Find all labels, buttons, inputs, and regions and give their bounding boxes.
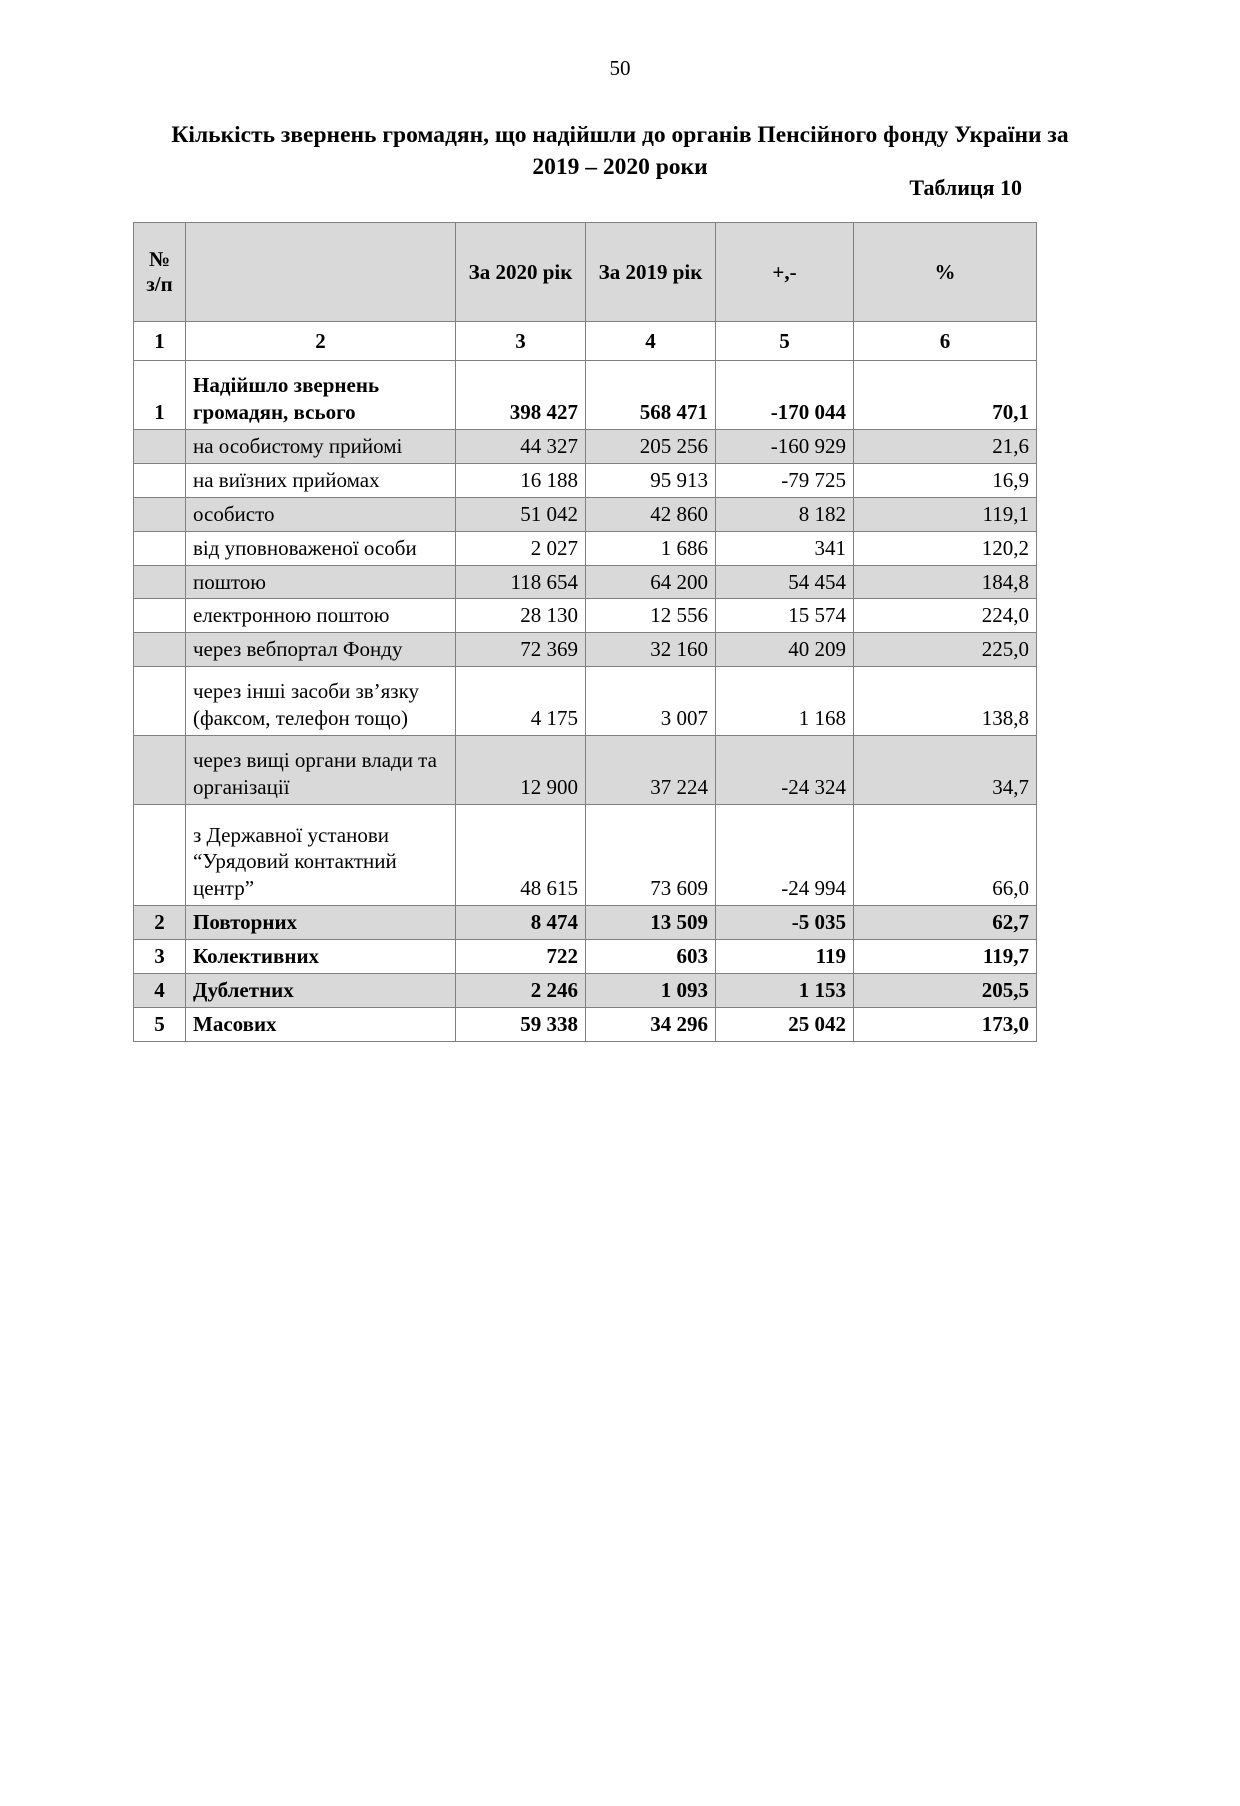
table-row xyxy=(134,565,1037,599)
row-label-cell: Колективних xyxy=(186,940,456,974)
row-index-cell xyxy=(134,599,186,633)
row-value-percent: 138,8 xyxy=(854,667,1037,736)
row-label-cell xyxy=(186,805,456,906)
table-row xyxy=(134,531,1037,565)
row-value-difference: 40 209 xyxy=(716,633,854,667)
row-value-difference: 1 168 xyxy=(716,667,854,736)
row-value-2020: 16 188 xyxy=(456,463,586,497)
table-row xyxy=(134,1007,1037,1041)
row-value-difference: -24 994 xyxy=(716,805,854,906)
column-number-6: 6 xyxy=(854,322,1037,361)
table-caption: Таблиця 10 xyxy=(909,175,1022,200)
row-value-percent: 66,0 xyxy=(854,805,1037,906)
row-index-cell xyxy=(134,633,186,667)
header-cell-year-2019: За 2019 рік xyxy=(586,223,716,322)
header-cell-difference: +,- xyxy=(716,223,854,322)
row-value-2019: 1 093 xyxy=(586,973,716,1007)
row-value-difference: 1 153 xyxy=(716,973,854,1007)
row-value-2020: 44 327 xyxy=(456,430,586,464)
row-label-cell: електронною поштою xyxy=(186,599,456,633)
row-value-difference: -5 035 xyxy=(716,906,854,940)
row-value-2019: 34 296 xyxy=(586,1007,716,1041)
row-value-2019: 1 686 xyxy=(586,531,716,565)
page-number: 50 xyxy=(609,56,631,80)
page-title-line-2: 2019 – 2020 роки xyxy=(532,153,708,180)
page-title-line-1: Кількість звернень громадян, що надійшли до органів Пенсійного фонду України за xyxy=(171,122,1069,148)
row-label-cell: через вебпортал Фонду xyxy=(186,633,456,667)
row-label-cell: на виїзних прийомах xyxy=(186,463,456,497)
header-index-line-2: з/п xyxy=(146,272,173,296)
header-cell-label xyxy=(186,223,456,322)
row-value-2020: 59 338 xyxy=(456,1007,586,1041)
row-value-2020: 118 654 xyxy=(456,565,586,599)
row-value-percent: 34,7 xyxy=(854,736,1037,805)
row-value-2019: 3 007 xyxy=(586,667,716,736)
row-index-cell xyxy=(134,736,186,805)
row-value-2020: 398 427 xyxy=(456,361,586,430)
row-value-difference: 119 xyxy=(716,940,854,974)
row-value-percent: 119,7 xyxy=(854,940,1037,974)
row-value-difference: -79 725 xyxy=(716,463,854,497)
row-index-cell xyxy=(134,531,186,565)
row-value-2020: 72 369 xyxy=(456,633,586,667)
table-header-row xyxy=(134,223,1037,322)
row-value-2019: 42 860 xyxy=(586,497,716,531)
column-number-1: 1 xyxy=(134,322,186,361)
header-cell-year-2020: За 2020 рік xyxy=(456,223,586,322)
row-value-percent: 225,0 xyxy=(854,633,1037,667)
row-value-difference: 341 xyxy=(716,531,854,565)
appeals-statistics-table xyxy=(133,222,1037,1042)
row-value-2020: 2 027 xyxy=(456,531,586,565)
row-value-2020: 2 246 xyxy=(456,973,586,1007)
row-value-percent: 184,8 xyxy=(854,565,1037,599)
row-value-2019: 205 256 xyxy=(586,430,716,464)
row-index-cell xyxy=(134,497,186,531)
row-value-2020: 8 474 xyxy=(456,906,586,940)
table-row xyxy=(134,430,1037,464)
row-value-difference: -24 324 xyxy=(716,736,854,805)
row-value-2019: 95 913 xyxy=(586,463,716,497)
row-index-cell: 4 xyxy=(134,973,186,1007)
row-label-cell xyxy=(186,736,456,805)
row-value-2020: 48 615 xyxy=(456,805,586,906)
row-label-cell: на особистому прийомі xyxy=(186,430,456,464)
row-value-difference: 15 574 xyxy=(716,599,854,633)
row-label-line-3: центр” xyxy=(193,876,255,901)
row-index-cell xyxy=(134,430,186,464)
table-row xyxy=(134,973,1037,1007)
row-value-2020: 51 042 xyxy=(456,497,586,531)
row-value-percent: 173,0 xyxy=(854,1007,1037,1041)
row-value-percent: 21,6 xyxy=(854,430,1037,464)
row-label-cell xyxy=(186,667,456,736)
row-value-2019: 13 509 xyxy=(586,906,716,940)
row-label-cell: Масових xyxy=(186,1007,456,1041)
row-index-cell: 3 xyxy=(134,940,186,974)
row-label-cell: особисто xyxy=(186,497,456,531)
row-index-cell xyxy=(134,565,186,599)
row-label-line-2: “Урядовий контактний xyxy=(193,849,397,874)
row-value-percent: 62,7 xyxy=(854,906,1037,940)
table-row xyxy=(134,463,1037,497)
row-label-line-2: організації xyxy=(193,775,290,800)
table-row xyxy=(134,599,1037,633)
table-row xyxy=(134,667,1037,736)
row-value-2020: 4 175 xyxy=(456,667,586,736)
table-row xyxy=(134,361,1037,430)
row-label-cell xyxy=(186,361,456,430)
column-number-2: 2 xyxy=(186,322,456,361)
row-value-2019: 568 471 xyxy=(586,361,716,430)
row-value-2019: 64 200 xyxy=(586,565,716,599)
header-index-line-1: № xyxy=(148,246,171,271)
row-label-cell: Повторних xyxy=(186,906,456,940)
column-number-4: 4 xyxy=(586,322,716,361)
row-index-cell xyxy=(134,667,186,736)
row-index-cell xyxy=(134,805,186,906)
row-value-percent: 16,9 xyxy=(854,463,1037,497)
row-value-percent: 119,1 xyxy=(854,497,1037,531)
table-row xyxy=(134,633,1037,667)
row-value-difference: -170 044 xyxy=(716,361,854,430)
row-index-cell: 5 xyxy=(134,1007,186,1041)
row-label-line-2: громадян, всього xyxy=(193,400,356,425)
row-value-percent: 70,1 xyxy=(854,361,1037,430)
row-value-2019: 12 556 xyxy=(586,599,716,633)
row-value-difference: 54 454 xyxy=(716,565,854,599)
row-index-cell: 2 xyxy=(134,906,186,940)
row-label-cell: Дублетних xyxy=(186,973,456,1007)
column-number-5: 5 xyxy=(716,322,854,361)
header-cell-percent: % xyxy=(854,223,1037,322)
row-value-2020: 28 130 xyxy=(456,599,586,633)
row-label-line-1: з Державної установи xyxy=(193,822,389,847)
row-value-2019: 37 224 xyxy=(586,736,716,805)
row-value-2019: 32 160 xyxy=(586,633,716,667)
row-value-percent: 120,2 xyxy=(854,531,1037,565)
row-label-line-1: Надійшло звернень xyxy=(193,373,380,398)
row-value-percent: 224,0 xyxy=(854,599,1037,633)
row-value-difference: 8 182 xyxy=(716,497,854,531)
row-value-difference: -160 929 xyxy=(716,430,854,464)
row-value-percent: 205,5 xyxy=(854,973,1037,1007)
row-label-cell: поштою xyxy=(186,565,456,599)
table-row xyxy=(134,497,1037,531)
row-label-cell: від уповноваженої особи xyxy=(186,531,456,565)
row-value-2020: 12 900 xyxy=(456,736,586,805)
row-index-cell xyxy=(134,463,186,497)
column-number-row xyxy=(134,322,1037,361)
table-row xyxy=(134,736,1037,805)
row-label-line-1: через інші засоби зв’язку xyxy=(193,679,420,704)
row-label-line-2: (факсом, телефон тощо) xyxy=(193,706,409,731)
header-cell-index xyxy=(134,223,186,322)
column-number-3: 3 xyxy=(456,322,586,361)
row-index-cell: 1 xyxy=(134,361,186,430)
row-value-2020: 722 xyxy=(456,940,586,974)
table-row xyxy=(134,906,1037,940)
row-value-2019: 73 609 xyxy=(586,805,716,906)
page-title xyxy=(140,120,1100,183)
row-value-difference: 25 042 xyxy=(716,1007,854,1041)
row-label-line-1: через вищі органи влади та xyxy=(193,748,437,773)
row-value-2019: 603 xyxy=(586,940,716,974)
table-row xyxy=(134,805,1037,906)
table-row xyxy=(134,940,1037,974)
